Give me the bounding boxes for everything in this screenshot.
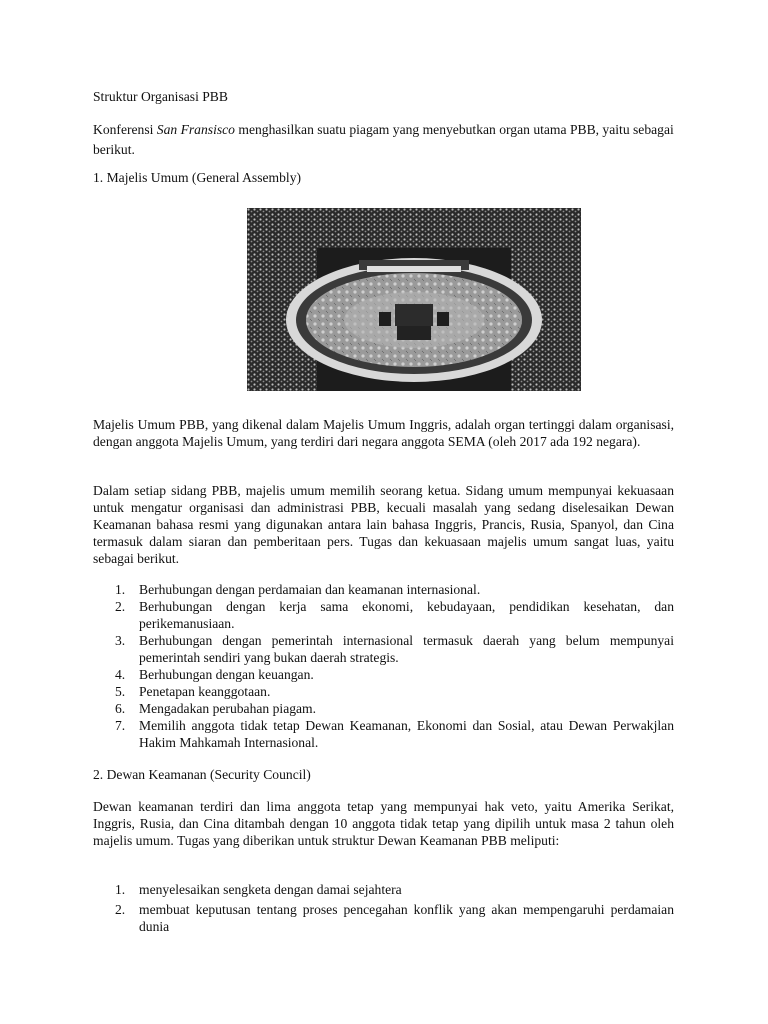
list-number: 1. bbox=[115, 582, 126, 597]
intro-text-end: menghasilkan suatu piagam yang menyebutkan organ utama PBB, yaitu sebagai berikut. bbox=[93, 122, 674, 157]
list-number: 2. bbox=[115, 902, 126, 917]
list-text: Memilih anggota tidak tetap Dewan Keamanan, Ekonomi dan Sosial, atau Dewan Perwakjlan Hakim Mahkamah Internasional. bbox=[139, 718, 674, 750]
tasks-list-general-assembly bbox=[93, 581, 674, 751]
intro-paragraph bbox=[93, 120, 683, 160]
paragraph-2: Dalam setiap sidang PBB, majelis umum memilih seorang ketua. Sidang umum mempunyai kekuasaan untuk mengatur organisasi dan administrasi PBB, kecuali masalah yang sedang diselesaikan Dewan Keamanan bahasa resmi yang digunakan antara lain bahasa Inggris, Prancis, Rusia, Spanyol, dan Cina termasuk dalam siaran dan pemberitaan pers. Tugas dan kekuasaan majelis umum sangat luas, yaitu sebagai berikut. bbox=[93, 483, 674, 566]
list-text: membuat keputusan tentang proses pencegahan konflik yang akan mempengaruhi perdamaian dunia bbox=[139, 902, 674, 934]
document-title: Struktur Organisasi PBB bbox=[93, 89, 228, 104]
list-item bbox=[93, 598, 674, 632]
list-text: Berhubungan dengan keuangan. bbox=[139, 667, 314, 682]
section-2-heading: 2. Dewan Keamanan (Security Council) bbox=[93, 767, 311, 782]
list-item bbox=[93, 581, 674, 598]
list-number: 2. bbox=[115, 599, 126, 614]
tasks-list-security-council bbox=[93, 881, 674, 938]
list-text: Berhubungan dengan perdamaian dan keamanan internasional. bbox=[139, 582, 481, 597]
list-item bbox=[93, 666, 674, 683]
list-number: 5. bbox=[115, 684, 126, 699]
list-text: Penetapan keanggotaan. bbox=[139, 684, 271, 699]
list-item bbox=[93, 881, 674, 898]
list-text: Berhubungan dengan pemerintah internasional termasuk daerah yang belum mempunyai pemerintah sendiri yang bukan daerah strategis. bbox=[139, 633, 674, 665]
list-item bbox=[93, 901, 674, 935]
list-text: Berhubungan dengan kerja sama ekonomi, kebudayaan, pendidikan kesehatan, dan perikemanusiaan. bbox=[139, 599, 674, 631]
list-number: 7. bbox=[115, 718, 126, 733]
paragraph-1: Majelis Umum PBB, yang dikenal dalam Majelis Umum Inggris, adalah organ tertinggi dalam organisasi, dengan anggota Majelis Umum, yang terdiri dari negara anggota SEMA (oleh 2017 ada 192 negara). bbox=[93, 417, 674, 449]
list-item bbox=[93, 683, 674, 700]
assembly-photo bbox=[247, 208, 581, 391]
section-1-heading: 1. Majelis Umum (General Assembly) bbox=[93, 170, 302, 185]
paragraph-3: Dewan keamanan terdiri dan lima anggota tetap yang mempunyai hak veto, yaitu Amerika Serikat, Inggris, Rusia, dan Cina ditambah dengan 10 anggota tidak tetap yang dipilih untuk masa 2 tahun oleh majelis umum. Tugas yang diberikan untuk struktur Dewan Keamanan PBB meliputi: bbox=[93, 799, 674, 848]
list-number: 4. bbox=[115, 667, 126, 682]
intro-text-start: Konferensi bbox=[93, 122, 157, 137]
list-text: menyelesaikan sengketa dengan damai sejahtera bbox=[139, 882, 402, 897]
list-text: Mengadakan perubahan piagam. bbox=[139, 701, 317, 716]
list-number: 6. bbox=[115, 701, 126, 716]
list-number: 3. bbox=[115, 633, 126, 648]
list-item bbox=[93, 717, 674, 751]
list-item bbox=[93, 700, 674, 717]
list-item bbox=[93, 632, 674, 666]
list-number: 1. bbox=[115, 882, 126, 897]
intro-italic-text: San Fransisco bbox=[156, 122, 235, 137]
